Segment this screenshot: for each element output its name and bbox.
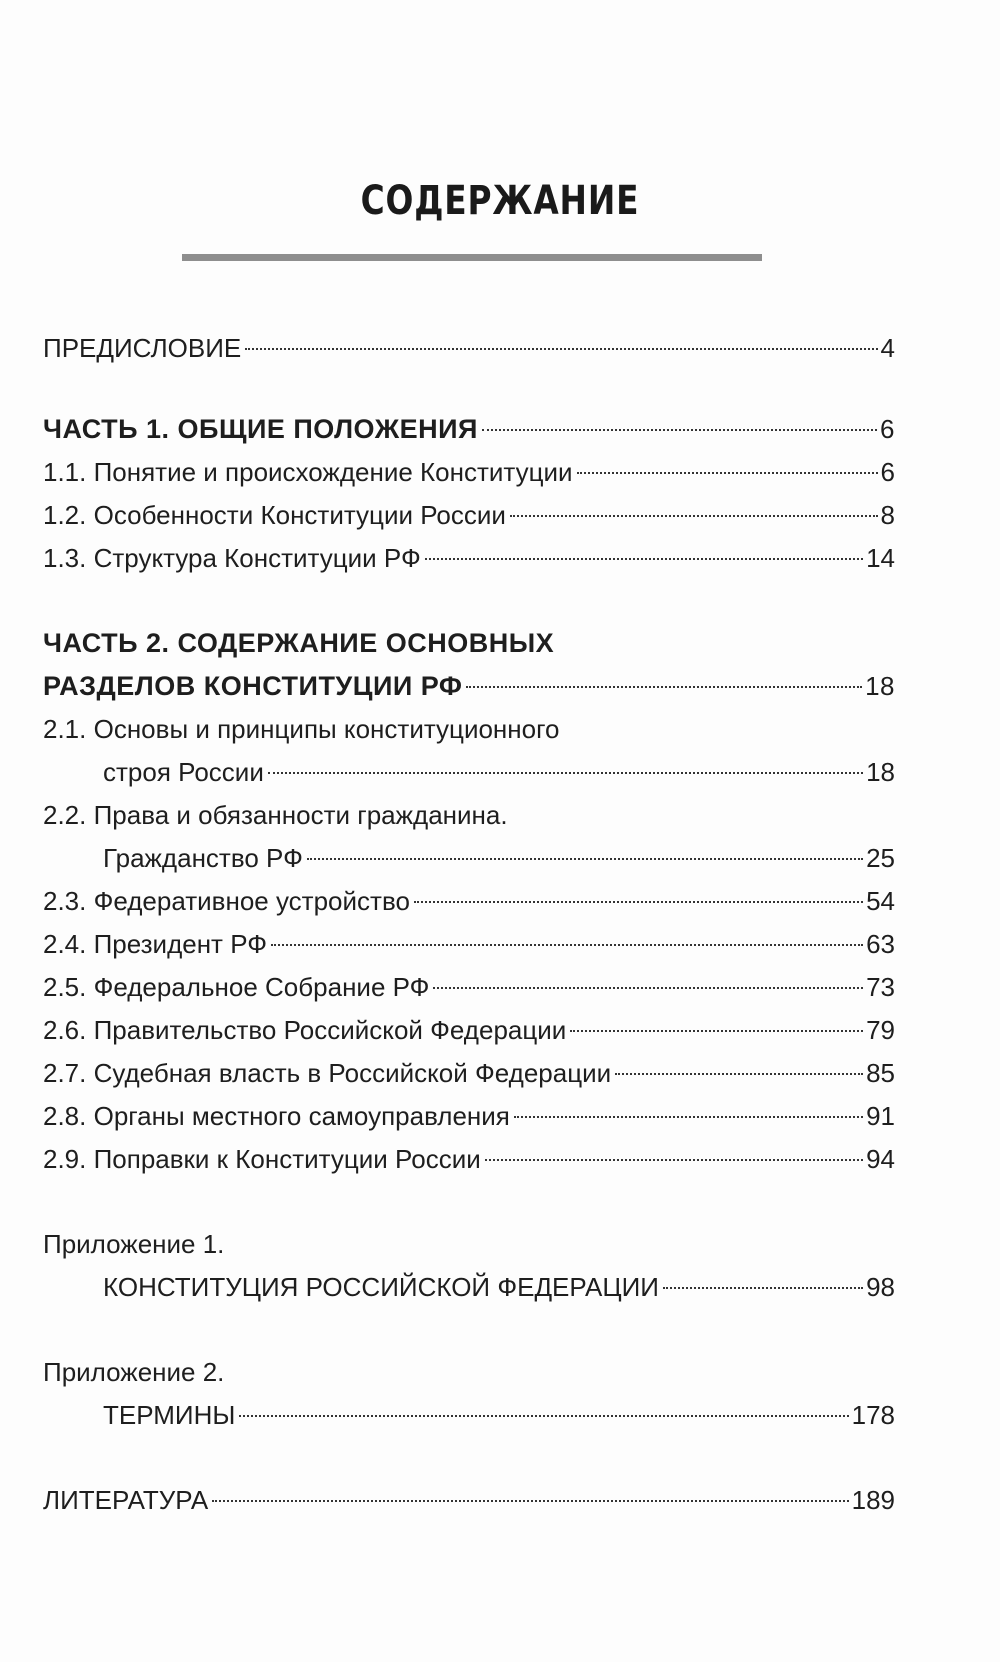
- toc-entry-2-1-line1: 2.1. Основы и принципы конституционного: [43, 714, 560, 744]
- toc-entry-text: РАЗДЕЛОВ КОНСТИТУЦИИ РФ: [43, 671, 463, 701]
- toc-entry-2-5[interactable]: [43, 966, 895, 1009]
- title-underline: [182, 254, 762, 261]
- toc-entry-page: 91: [866, 1101, 895, 1131]
- toc-entry-part2[interactable]: [43, 665, 895, 708]
- dot-leader: [485, 1159, 863, 1161]
- toc-entry-preface[interactable]: [43, 327, 895, 370]
- dot-leader: [271, 944, 863, 946]
- toc-entry-page: 6: [880, 457, 895, 487]
- dot-leader: [307, 858, 863, 860]
- toc-entry-page: 189: [851, 1485, 895, 1515]
- toc-entry-page: 6: [880, 414, 895, 444]
- toc-entry-text: 2.9. Поправки к Конституции России: [43, 1144, 481, 1174]
- toc-entry-text: ЛИТЕРАТУРА: [43, 1485, 209, 1515]
- toc-part2-heading-line1: ЧАСТЬ 2. СОДЕРЖАНИЕ ОСНОВНЫХ: [43, 628, 555, 658]
- toc-entry-appendix1[interactable]: [43, 1266, 895, 1309]
- toc-entry-2-6[interactable]: [43, 1009, 895, 1052]
- toc-entry-appendix2[interactable]: [43, 1394, 895, 1437]
- toc-entry-text: строя России: [103, 757, 264, 787]
- toc-entry-literature[interactable]: [43, 1479, 895, 1522]
- toc-entry-text: 1.2. Особенности Конституции России: [43, 500, 506, 530]
- toc-entry-text: ПРЕДИСЛОВИЕ: [43, 333, 242, 363]
- dot-leader: [663, 1287, 863, 1289]
- toc-entry-2-2[interactable]: [43, 837, 895, 880]
- page-title: СОДЕРЖАНИЕ: [360, 178, 640, 224]
- toc-entry-2-7[interactable]: [43, 1052, 895, 1095]
- toc-entry-page: 14: [866, 543, 895, 573]
- toc-entry-2-3[interactable]: [43, 880, 895, 923]
- dot-leader: [482, 429, 877, 431]
- toc-entry-page: 18: [865, 671, 895, 701]
- toc-entry-page: 8: [880, 500, 895, 530]
- toc-entry-page: 4: [880, 333, 895, 363]
- toc-entry-page: 54: [866, 886, 895, 916]
- toc-entry-text: Гражданство РФ: [103, 843, 303, 873]
- toc-entry-page: 25: [866, 843, 895, 873]
- dot-leader: [466, 686, 862, 688]
- toc-entry-text: 1.1. Понятие и происхождение Конституции: [43, 457, 573, 487]
- dot-leader: [510, 515, 878, 517]
- toc-entry-page: 18: [866, 757, 895, 787]
- dot-leader: [245, 348, 877, 350]
- toc-entry-page: 178: [851, 1400, 895, 1430]
- toc-entry-text: КОНСТИТУЦИЯ РОССИЙСКОЙ ФЕДЕРАЦИИ: [103, 1272, 659, 1302]
- toc-entry-text: 1.3. Структура Конституции РФ: [43, 543, 421, 573]
- toc-entry-2-2-line1: 2.2. Права и обязанности гражданина.: [43, 800, 508, 830]
- toc-entry-2-8[interactable]: [43, 1095, 895, 1138]
- toc-entry-text: 2.3. Федеративное устройство: [43, 886, 410, 916]
- toc-entry-text: 2.5. Федеральное Собрание РФ: [43, 972, 430, 1002]
- toc-entry-page: 63: [866, 929, 895, 959]
- toc-entry-page: 94: [866, 1144, 895, 1174]
- toc-entry-2-4[interactable]: [43, 923, 895, 966]
- toc-entry-1-3[interactable]: [43, 537, 895, 580]
- toc-entry-page: 79: [866, 1015, 895, 1045]
- toc-entry-text: 2.6. Правительство Российской Федерации: [43, 1015, 567, 1045]
- dot-leader: [239, 1415, 848, 1417]
- dot-leader: [615, 1073, 863, 1075]
- toc-entry-2-1[interactable]: [43, 751, 895, 794]
- dot-leader: [570, 1030, 863, 1032]
- toc-entry-2-9[interactable]: [43, 1138, 895, 1181]
- dot-leader: [212, 1500, 848, 1502]
- toc-entry-part1[interactable]: [43, 408, 895, 451]
- dot-leader: [414, 901, 863, 903]
- dot-leader: [425, 558, 863, 560]
- toc-entry-page: 98: [866, 1272, 895, 1302]
- appendix2-label: Приложение 2.: [43, 1357, 225, 1387]
- dot-leader: [577, 472, 878, 474]
- toc-entry-text: ТЕРМИНЫ: [103, 1400, 236, 1430]
- toc-entry-text: 2.4. Президент РФ: [43, 929, 268, 959]
- dot-leader: [514, 1116, 863, 1118]
- toc-entry-1-2[interactable]: [43, 494, 895, 537]
- appendix1-label: Приложение 1.: [43, 1229, 225, 1259]
- dot-leader: [268, 772, 863, 774]
- toc-entry-1-1[interactable]: [43, 451, 895, 494]
- toc-entry-page: 85: [866, 1058, 895, 1088]
- toc-entry-page: 73: [866, 972, 895, 1002]
- dot-leader: [433, 987, 863, 989]
- toc-entry-text: ЧАСТЬ 1. ОБЩИЕ ПОЛОЖЕНИЯ: [43, 414, 478, 444]
- toc-entry-text: 2.8. Органы местного самоуправления: [43, 1101, 510, 1131]
- table-of-contents: [43, 327, 895, 1522]
- toc-entry-text: 2.7. Судебная власть в Российской Федерации: [43, 1058, 612, 1088]
